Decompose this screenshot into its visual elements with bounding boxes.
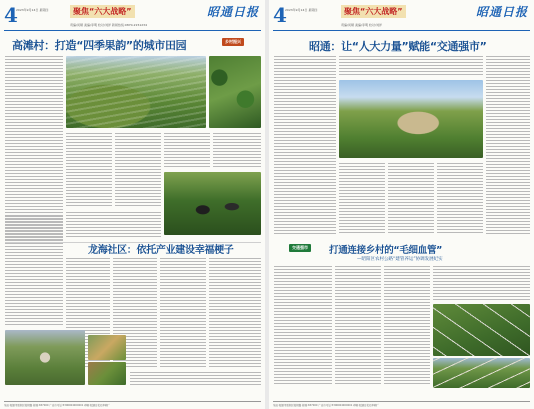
masthead-logo: 昭通日报 — [475, 5, 528, 19]
article-text-column — [437, 163, 483, 235]
masthead-logo: 昭通日报 — [206, 5, 259, 19]
headline-gaotan: 高滩村：打造“四季果韵”的城市田园 — [12, 39, 187, 52]
article-text-column — [339, 163, 385, 235]
header-rule — [273, 30, 530, 31]
page-number: 4 — [4, 3, 18, 27]
page-number: 4 — [273, 3, 287, 27]
article-text-column — [433, 266, 530, 300]
section-kicker: 聚焦“六大战略” — [70, 5, 135, 18]
credits-line: 责编/何顺 美编/李明 校对/刘洋 — [341, 23, 382, 27]
photo-small — [88, 335, 126, 360]
article-text-column — [5, 216, 63, 326]
article-text-column — [274, 56, 336, 236]
page-footer: 地址:昭通市昭阳区海楼路 邮编:657000 广告许可证:5306004000001 印刷:昭通日报社印刷厂 — [273, 401, 530, 407]
page-footer: 地址:昭通市昭阳区海楼路 邮编:657000 广告许可证:5306004000001 印刷:昭通日报社印刷厂 — [4, 401, 261, 407]
article-text-column — [213, 133, 261, 168]
date-line: 2023年9月14日 星期四 — [285, 8, 318, 12]
article-text-column — [130, 372, 261, 386]
photo-panorama — [339, 80, 483, 158]
article-text-column — [66, 212, 161, 237]
credits-line: 责编/何顺 美编/李明 校对/刘洋 新闻热线:0870-2151234 — [70, 23, 147, 27]
article-text-column — [66, 133, 112, 208]
article-text-column — [335, 266, 381, 386]
subheadline: —昭阳区农村公路“建管养运”协调发展纪实 — [357, 257, 443, 262]
article-text-column — [5, 56, 63, 241]
photo-garden — [209, 56, 261, 128]
photo-small — [88, 362, 126, 385]
article-text-column — [486, 56, 530, 236]
article-text-column — [339, 56, 483, 76]
date-line: 2023年9月14日 星期四 — [16, 8, 49, 12]
photo-winding-road — [433, 304, 530, 356]
headline-longhai: 龙海社区：依托产业建设幸福梗子 — [88, 245, 234, 256]
photo-tea-pickers — [164, 172, 261, 235]
photo-village — [5, 330, 85, 385]
section-kicker: 聚焦“六大战略” — [341, 5, 406, 18]
article-text-column — [274, 266, 332, 386]
headline-rural-roads: 打通连接乡村的“毛细血管” — [329, 245, 443, 256]
newspaper-page-left — [0, 0, 265, 409]
article-text-column — [115, 133, 161, 208]
section-tag: 乡村振兴 — [222, 38, 244, 46]
article-text-column — [209, 258, 261, 368]
header-rule — [4, 30, 261, 31]
photo-rural-road — [433, 358, 530, 388]
section-banner: 交通强市 — [289, 244, 311, 252]
photo-terrace-orchard — [66, 56, 206, 128]
article-text-column — [160, 258, 206, 368]
headline-zhaotong: 昭通：让“人大力量”赋能“交通强市” — [309, 40, 487, 53]
article-text-column — [164, 133, 210, 168]
article-text-column — [388, 163, 434, 235]
newspaper-page-right — [269, 0, 534, 409]
article-text-column — [384, 266, 430, 386]
